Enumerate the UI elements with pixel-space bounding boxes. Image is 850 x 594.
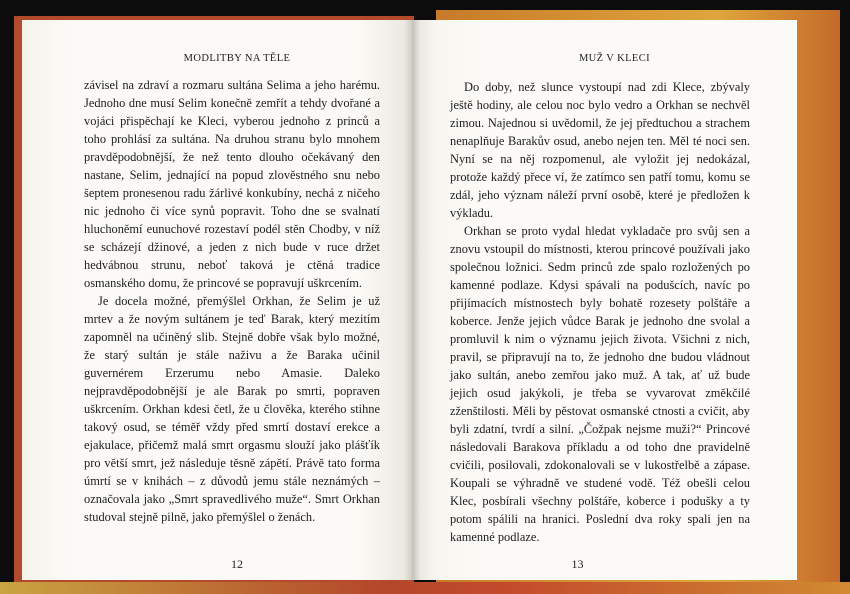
running-head: MODLITBY NA TĚLE <box>183 53 291 64</box>
running-head: MUŽ V KLECI <box>578 53 651 64</box>
body-text <box>450 78 750 546</box>
page-number: 13 <box>571 557 584 571</box>
left-page <box>22 20 412 580</box>
paragraph: závisel na zdraví a rozmaru sultána Selima a jeho harému. Jednoho dne musí Selim konečně zemřít a tehdy dvořané a vojáci přispěchají ke Kleci, vyberou jednoho z princů a toho prohlásí za sultána. Na druhou stranu bylo mnohem pravděpodobnější, že než tento dlouho očekávaný den nastane, Selim, jednající na popud zlověstného snu nebo šeptem pronesenou radu žárlivé konkubíny, nechá z ničeho nic jednoho či více synů popravit. Toho dne se svalnatí hluchoněmí eunuchové rozestaví podél stěn Chodby, v níž se scházejí džinové, a jeden z nich bude v ruce držet hedvábnou strunu, neboť taková je ctěná tradice osmanského domu, že princové se popravují uškrcením. <box>84 78 380 290</box>
book-cover-bottom-edge <box>0 582 850 594</box>
paragraph: Orkhan se proto vydal hledat vykladače pro svůj sen a znovu vstoupil do místnosti, kterou princové používali jako společnou ložnici. Sedm princů zde spalo rozložených po kamenné podlaze. Kdysi spávali na podušcích, navíc po přijímacích místnostech byly bohatě rozesety polštáře a koberce. Jenže jejich vůdce Barak je jednoho dne svolal a promluvil k nim o významu jejich života. Všichni z nich, pravil, se připravují na to, že jednoho dne budou vládnout jako sultán, anebo zemřou jako muž. A tak, ať už bude jejich osud jakýkoli, je třeba se vyvarovat změkčilé zženštilosti. Měli by pěstovat osmanské ctnosti a cvičit, aby byli zdatní, tvrdí a silní. „Čožpak nejsme muži?“ Princové následovali Barakova příkladu a od toho dne pravidelně cvičili, posilovali, zdokonalovali se v lukostřelbě a zápase. Koupali se výhradně ve studené vodě. Též obešli celou Klec, posbírali všechny polštáře, koberce i podušky a ty potom spálili na hranici. Poslední dva roky spali jen na kamenné podlaze. <box>450 224 750 544</box>
paragraph: Do doby, než slunce vystoupí nad zdi Klece, zbývaly ještě hodiny, ale celou noc bylo vedro a Orkhan se nechvěl zimou. Najednou si uvědomil, že jej předtuchou a strachem nenaplňuje Barakův osud, anebo nejen ten. Měl té noci sen. Nyní se na něj rozpomenul, ale vyložit jej nedokázal, protože každý přece ví, že zatímco sen patří tomu, komu se zdál, jeho význam náleží první osobě, které je předložen k výkladu. <box>450 80 750 220</box>
right-page <box>412 20 797 580</box>
page-number: 12 <box>231 557 243 571</box>
paragraph: Je docela možné, přemýšlel Orkhan, že Selim je už mrtev a že novým sultánem je teď Barak, který mezitím zapomněl na učiněný slib. Stejně dobře však bylo možné, že starý sultán je stále naživu a že Baraka učinil guvernérem Erzerumu nebo Amasie. Daleko nejpravděpodobnější je ale Barak po smrti, popraven uškrcením. Orkhan kdesi četl, že u člověka, kterého stihne takový osud, se téměř vždy před smrtí dostaví erekce a ejakulace, přičemž malá smrt orgasmu slouží jako plášťík pro větší smrt, jež následuje těsně zápětí. Právě tato forma úmrtí se v knihách – z důvodů jemu stále neznámých – označovala jako „Smrt spravedlivého muže“. Smrt Orkhan studoval stejně pilně, jako přemýšlel o ženách. <box>84 294 380 524</box>
body-text <box>84 76 380 526</box>
